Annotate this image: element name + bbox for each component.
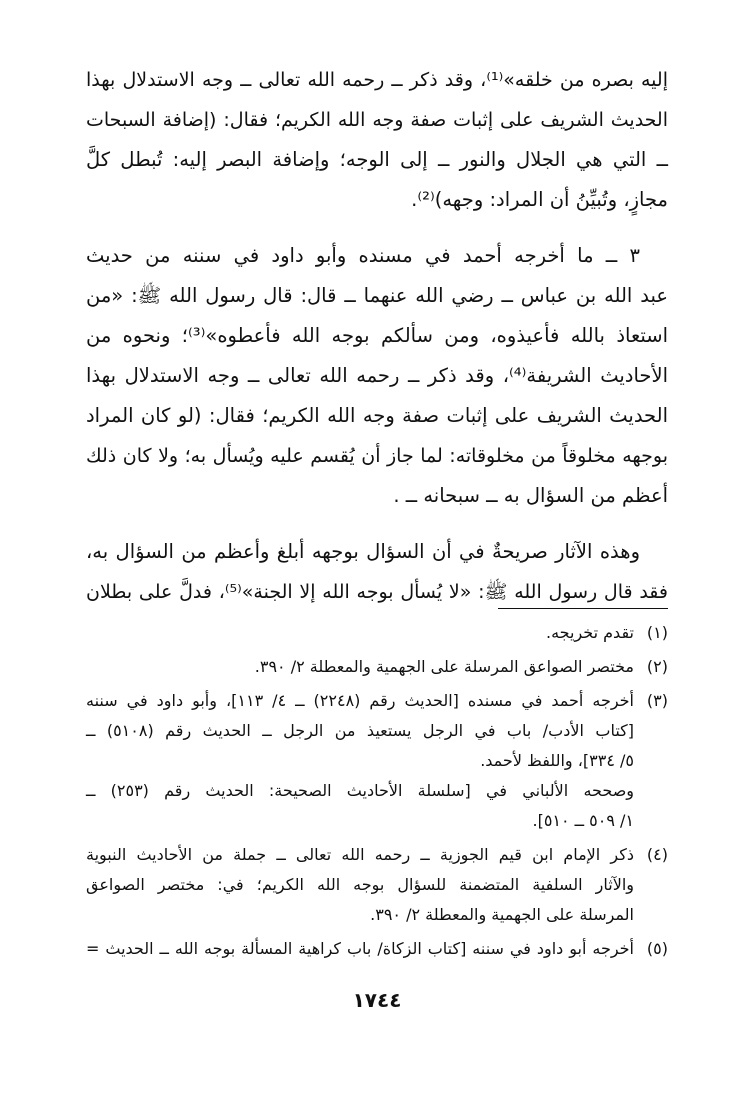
text-line: الحديث الشريف على إثبات صفة وجه الله الكريم؛ فقال: (لو كان المراد bbox=[86, 404, 668, 427]
footnote-separator bbox=[498, 608, 668, 609]
text-line: بوجهه مخلوقاً من مخلوقاته: لما جاز أن يُقسم عليه ويُسأل به؛ ولا كان ذلك bbox=[86, 445, 668, 467]
footnote-5 bbox=[86, 934, 668, 964]
text-line: مجازٍ، وتُبيِّنُ أن المراد: وجهه)⁽²⁾. bbox=[411, 188, 668, 211]
text-line: أعظم من السؤال به ــ سبحانه ــ . bbox=[393, 484, 668, 507]
footnote-number: (٤) bbox=[646, 845, 668, 864]
paragraph-2-cont bbox=[86, 276, 668, 516]
footnote-number: (٥) bbox=[646, 939, 668, 958]
footnote-line: المرسلة على الجهمية والمعطلة ٢/ ٣٩٠. bbox=[370, 905, 634, 924]
footnote-3 bbox=[86, 686, 668, 836]
footnotes bbox=[86, 618, 668, 964]
text-line: إليه بصره من خلقه»⁽¹⁾، وقد ذكر ــ رحمه الله تعالى ــ وجه الاستدلال بهذا bbox=[86, 69, 668, 91]
footnote-line: ذكر الإمام ابن قيم الجوزية ــ رحمه الله تعالى ــ جملة من الأحاديث النبوية bbox=[86, 845, 634, 864]
footnote-line: تقدم تخريجه. bbox=[546, 623, 634, 642]
footnote-4 bbox=[86, 840, 668, 930]
paragraph-2 bbox=[86, 236, 668, 276]
footnote-line: ١/ ٥٠٩ ــ ٥١٠]. bbox=[532, 811, 634, 830]
text-line: استعاذ بالله فأعيذوه، ومن سألكم بوجه الله فأعطوه»⁽³⁾؛ ونحوه من bbox=[86, 324, 668, 347]
footnote-line: مختصر الصواعق المرسلة على الجهمية والمعطلة ٢/ ٣٩٠. bbox=[254, 657, 634, 676]
paragraph-gap bbox=[86, 220, 668, 236]
footnote-number: (١) bbox=[646, 623, 668, 642]
footnote-2 bbox=[86, 652, 668, 682]
footnote-number: (٣) bbox=[646, 691, 668, 710]
text-line: وهذه الآثار صريحةٌ في أن السؤال بوجهه أبلغ وأعظم من السؤال به، bbox=[86, 540, 640, 563]
footnote-line: والآثار السلفية المتضمنة للسؤال بوجه الله الكريم؛ في: مختصر الصواعق bbox=[86, 875, 634, 894]
text-line: الأحاديث الشريفة⁽⁴⁾، وقد ذكر ــ رحمه الله تعالى ــ وجه الاستدلال بهذا bbox=[86, 364, 668, 387]
page-number: ١٧٤٤ bbox=[352, 988, 402, 1012]
text-line: الحديث الشريف على إثبات صفة وجه الله الكريم؛ فقال: (إضافة السبحات bbox=[86, 109, 668, 131]
footnote-number: (٢) bbox=[646, 657, 668, 676]
text-line: عبد الله بن عباس ــ رضي الله عنهما ــ قال: قال رسول الله ﷺ: «من bbox=[86, 284, 668, 307]
text-line: ــ التي هي الجلال والنور ــ إلى الوجه؛ وإضافة البصر إليه: تُبطل كلَّ bbox=[86, 148, 668, 171]
main-text bbox=[86, 60, 668, 612]
text-line: ٣ ــ ما أخرجه أحمد في مسنده وأبو داود في سننه من حديث bbox=[86, 244, 640, 267]
text-line: فقد قال رسول الله ﷺ: «لا يُسأل بوجه الله إلا الجنة»⁽⁵⁾، فدلَّ على بطلان bbox=[86, 581, 669, 603]
footnote-line: أخرجه أبو داود في سننه [كتاب الزكاة/ باب كراهية المسألة بوجه الله ــ الحديث = bbox=[86, 939, 634, 958]
footnote-line: وصححه الألباني في [سلسلة الأحاديث الصحيحة: الحديث رقم (٢٥٣) ــ bbox=[86, 781, 635, 800]
footnote-line: ٥/ ٣٣٤]، واللفظ لأحمد. bbox=[480, 751, 634, 770]
paragraph-1 bbox=[86, 60, 668, 220]
paragraph-3-cont bbox=[86, 572, 668, 612]
paragraph-gap bbox=[86, 516, 668, 532]
paragraph-3 bbox=[86, 532, 668, 572]
footnote-line: أخرجه أحمد في مسنده [الحديث رقم (٢٢٤٨) ــ ٤/ ١١٣]، وأبو داود في سننه bbox=[86, 691, 634, 710]
footnote-line: [كتاب الأدب/ باب في الرجل يستعيذ من الرجل ــ الحديث رقم (٥١٠٨) ــ bbox=[86, 721, 634, 740]
footnote-1 bbox=[86, 618, 668, 648]
